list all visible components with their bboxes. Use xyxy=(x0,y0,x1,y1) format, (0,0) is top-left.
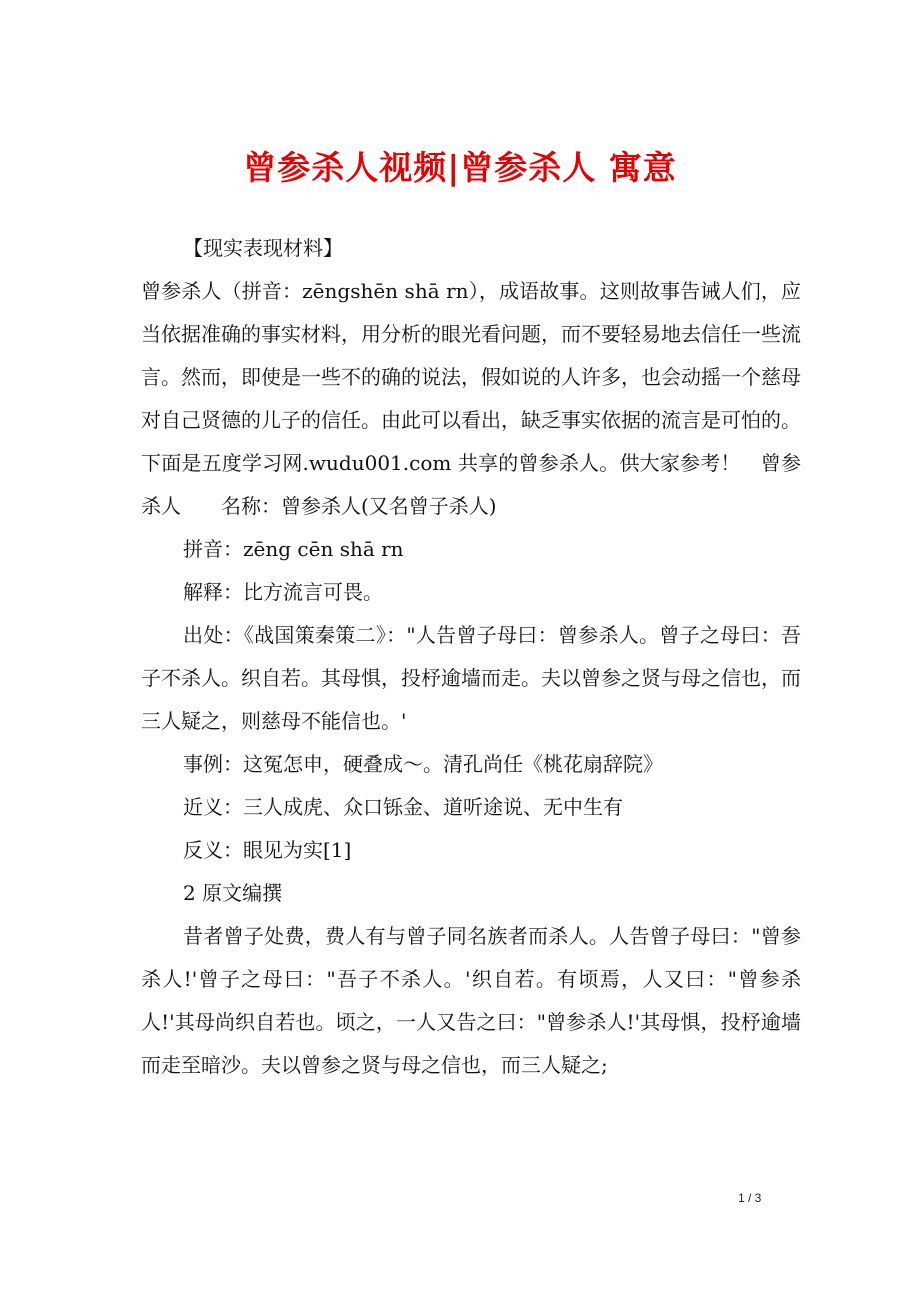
section-heading: 【现实表现材料】 xyxy=(183,236,343,260)
page-title: 曾参杀人视频|曾参杀人 寓意 xyxy=(243,148,677,187)
original-text-paragraph: 昔者曾子处费，费人有与曾子同名族者而杀人。人告曾子母曰："曾参杀人!'曾子之母曰："吾子不杀人。'织自若。有顷焉，人又曰："曾参杀人!'其母尚织自若也。顷之，一人又告之曰："曾参杀人!'其母惧，投杼逾墙而走至暗沙。夫以曾参之贤与母之信也，而三人疑之; xyxy=(141,924,801,1077)
document-body xyxy=(141,227,801,1087)
source-paragraph: 出处：《战国策秦策二》："人告曾子母曰：曾参杀人。曾子之母曰：吾子不杀人。织自若。其母惧，投杼逾墙而走。夫以曾参之贤与母之信也，而三人疑之，则慈母不能信也。' xyxy=(141,623,801,733)
pinyin-line: 拼音：zēng cēn shā rn xyxy=(183,537,404,561)
example-line: 事例：这冤怎申，硬叠成～。清孔尚任《桃花扇辞院》 xyxy=(183,752,663,776)
explanation-line: 解释：比方流言可畏。 xyxy=(183,580,383,604)
intro-paragraph: 曾参杀人（拼音：zēngshēn shā rn），成语故事。这则故事告诫人们，应当依据准确的事实材料，用分析的眼光看问题，而不要轻易地去信任一些流言。然而，即使是一些不的确的说法，假如说的人许多，也会动摇一个慈母对自己贤德的儿子的信任。由此可以看出，缺乏事实依据的流言是可怕的。下面是五度学习网.wudu001.com 共享的曾参杀人。供大家参考！ 曾参杀人 名称：曾参杀人(又名曾子杀人) xyxy=(141,279,801,518)
synonyms-line: 近义：三人成虎、众口铄金、道听途说、无中生有 xyxy=(183,795,623,819)
antonyms-line: 反义：眼见为实[1] xyxy=(183,838,352,862)
page-number: 1 / 3 xyxy=(738,1191,762,1205)
original-text-heading: 2 原文编撰 xyxy=(183,881,283,905)
